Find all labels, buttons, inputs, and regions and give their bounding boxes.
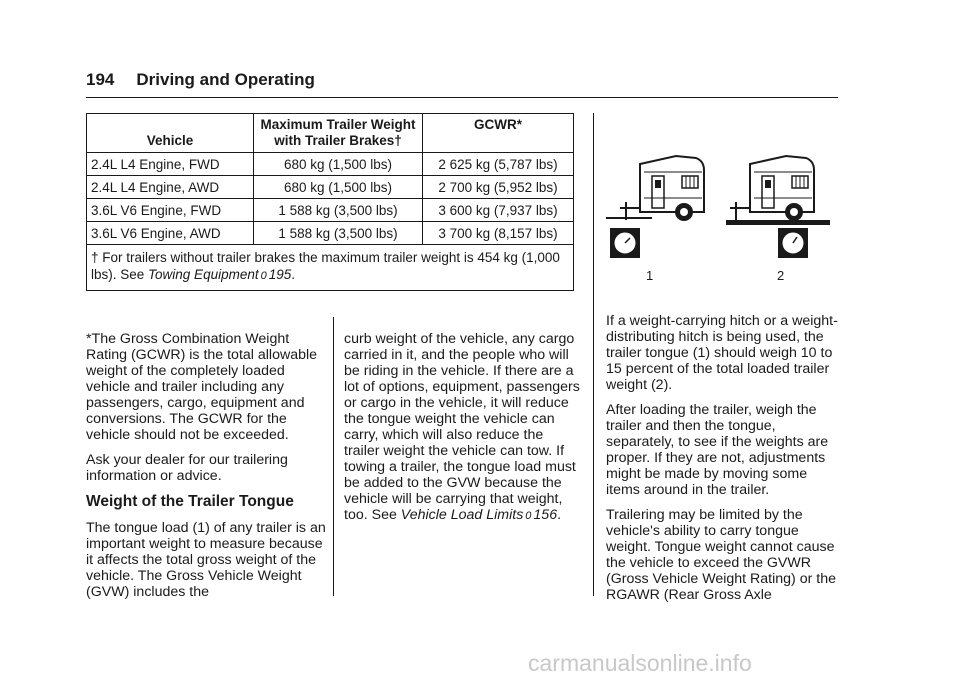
cell-vehicle: 2.4L L4 Engine, AWD: [87, 176, 254, 199]
column-divider: [333, 317, 334, 596]
footnote-text: † For trailers without trailer brakes the maximum trailer weight is 454 kg (1,000 lbs). See: [91, 250, 560, 282]
towing-equipment-link[interactable]: [148, 267, 291, 282]
cell-gcwr: 2 625 kg (5,787 lbs): [423, 153, 574, 176]
text-column-2: [344, 331, 580, 533]
header-max-weight: Maximum Trailer Weight with Trailer Brakes†: [254, 114, 423, 153]
paragraph: Ask your dealer for our trailering information or advice.: [86, 452, 288, 484]
footnote-end: .: [291, 267, 296, 282]
trailer-2-illustration: [726, 156, 830, 258]
cell-vehicle: 2.4L L4 Engine, FWD: [87, 153, 254, 176]
cell-gcwr: 3 600 kg (7,937 lbs): [423, 199, 574, 222]
paragraph: After loading the trailer, weigh the trailer and then the tongue, separately, to see if the weights are proper. If they are not, adjustments might be made by moving some items around in the trailer.: [606, 402, 829, 498]
vehicle-load-limits-link[interactable]: [401, 507, 557, 523]
paragraph: Trailering may be limited by the vehicle's ability to carry tongue weight. Tongue weight cannot cause the vehicle to exceed the GVWR (Gross Vehicle Weight Rating) or the RGAWR (Rear Gross Axle: [606, 507, 836, 603]
section-title: Driving and Operating: [136, 70, 315, 89]
watermark: carmanualsonline.info: [528, 650, 752, 676]
header-vehicle: Vehicle: [87, 114, 254, 153]
cell-vehicle: 3.6L V6 Engine, FWD: [87, 199, 254, 222]
header-rule: [86, 97, 838, 98]
cell-max-weight: 1 588 kg (3,500 lbs): [254, 199, 423, 222]
section-heading: Weight of the Trailer Tongue: [86, 493, 294, 510]
paragraph: If a weight-carrying hitch or a weight-distributing hitch is being used, the trailer tongue (1) should weigh 10 to 15 percent of the total loaded trailer weight (2).: [606, 313, 838, 393]
table-row: [87, 222, 574, 245]
trailer-weighing-illustration: [606, 148, 838, 260]
page-ref-arrow-icon: 0: [260, 270, 267, 282]
text-column-3: [606, 313, 842, 612]
footnote-page: 195: [268, 267, 292, 282]
table-footnote-row: [87, 245, 574, 291]
page-header: [86, 70, 315, 90]
page-number: 194: [86, 70, 115, 89]
table-footnote: [87, 245, 574, 291]
cell-gcwr: 3 700 kg (8,157 lbs): [423, 222, 574, 245]
paragraph: [344, 331, 580, 524]
table-header-row: [87, 114, 574, 153]
trailer-weight-table: [86, 113, 574, 291]
cell-max-weight: 680 kg (1,500 lbs): [254, 153, 423, 176]
column-divider: [593, 113, 594, 596]
figure-label-2: 2: [777, 268, 785, 283]
paragraph-end: .: [557, 507, 562, 523]
cell-max-weight: 680 kg (1,500 lbs): [254, 176, 423, 199]
link-page: 156: [533, 507, 558, 523]
footnote-ref: Towing Equipment: [148, 267, 259, 282]
paragraph-text: curb weight of the vehicle, any cargo carried in it, and the people who will be riding in the vehicle. If there are a lot of options, equipment, passengers or cargo in the vehicle, it will reduce the tongue weight the vehicle can carry, which will also reduce the trailer weight the vehicle can tow. If towing a trailer, the tongue load must be added to the GVW because the vehicle will be carrying that weight, too. See: [344, 331, 580, 523]
link-text: Vehicle Load Limits: [400, 507, 524, 523]
header-gcwr: GCWR*: [423, 114, 574, 153]
text-column-1: [86, 331, 326, 609]
paragraph: The tongue load (1) of any trailer is an important weight to measure because it affects the total gross weight of the vehicle. The Gross Vehicle Weight (GVW) includes the: [86, 520, 326, 600]
table-row: [87, 199, 574, 222]
cell-max-weight: 1 588 kg (3,500 lbs): [254, 222, 423, 245]
figure-label-1: 1: [646, 268, 654, 283]
table-row: [87, 176, 574, 199]
trailer-1-illustration: [606, 156, 704, 258]
page-ref-arrow-icon: 0: [525, 510, 532, 522]
table-row: [87, 153, 574, 176]
cell-vehicle: 3.6L V6 Engine, AWD: [87, 222, 254, 245]
paragraph: *The Gross Combination Weight Rating (GCWR) is the total allowable weight of the completely loaded vehicle and trailer including any passengers, cargo, equipment and conversions. The GCWR for the vehicle should not be exceeded.: [86, 331, 318, 443]
cell-gcwr: 2 700 kg (5,952 lbs): [423, 176, 574, 199]
